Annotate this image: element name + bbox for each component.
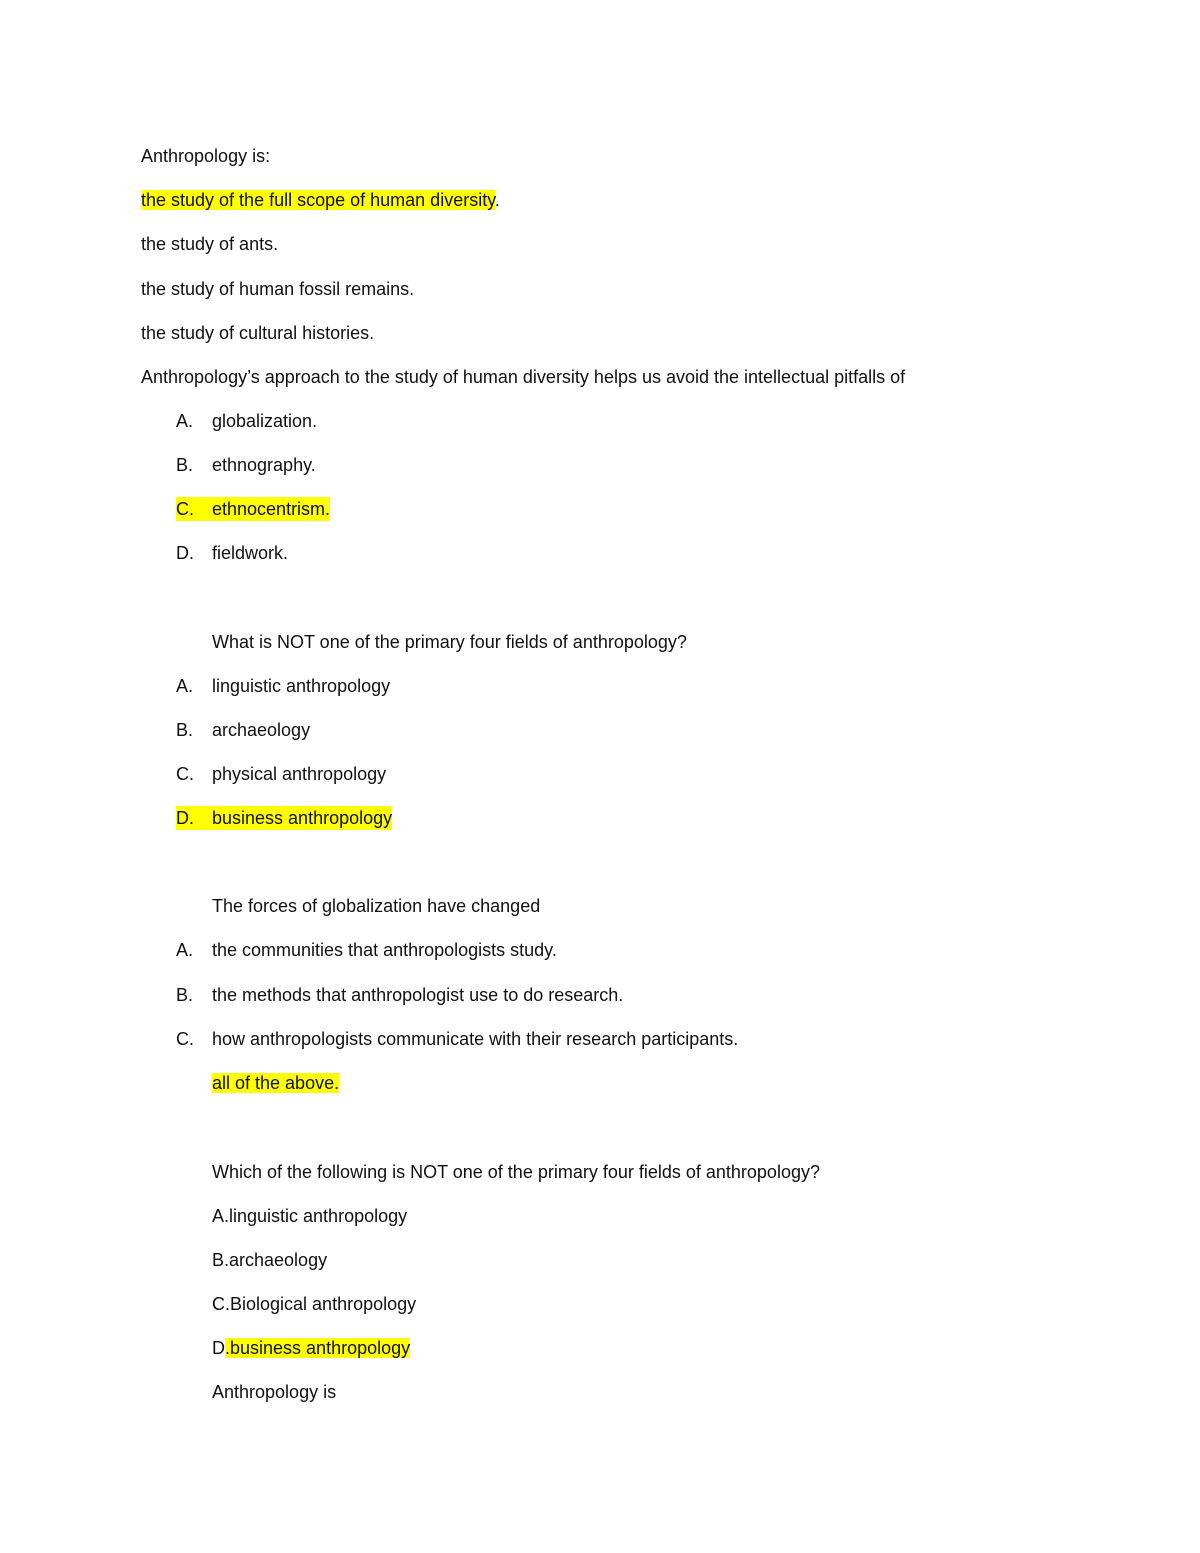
- question-1-stem: Anthropology is:: [141, 146, 271, 166]
- question-3-option-a: [176, 674, 390, 698]
- option-text: the communities that anthropologists study.: [212, 940, 557, 960]
- question-4-answer: [212, 1071, 339, 1095]
- answer-prefix: D: [212, 1338, 225, 1358]
- option-letter: B.: [176, 985, 194, 1005]
- answer-highlight: .business anthropology: [225, 1338, 411, 1358]
- question-2-option-c-answer: [176, 497, 330, 521]
- option-text: archaeology: [212, 720, 311, 740]
- option-text: the methods that anthropologist use to do research.: [212, 985, 624, 1005]
- question-5-option: A.linguistic anthropology: [212, 1206, 408, 1226]
- question-1-option: the study of cultural histories.: [141, 323, 375, 343]
- answer-tail: .: [494, 190, 500, 210]
- option-text: ethnography.: [212, 455, 316, 475]
- option-text: physical anthropology: [212, 764, 387, 784]
- question-1-option: the study of ants.: [141, 234, 279, 254]
- option-text: how anthropologists communicate with their research participants.: [212, 1029, 739, 1049]
- question-6-stem: Anthropology is: [212, 1382, 337, 1402]
- question-5-answer: [212, 1336, 410, 1360]
- option-text: globalization.: [212, 411, 318, 431]
- question-1-answer: [141, 188, 500, 212]
- option-letter: C.: [176, 764, 194, 784]
- answer-highlight: all of the above.: [212, 1073, 340, 1093]
- question-4-option-c: [176, 1027, 738, 1051]
- option-text: linguistic anthropology: [212, 676, 391, 696]
- option-letter: D.: [176, 808, 194, 828]
- question-5-option: C.Biological anthropology: [212, 1294, 417, 1314]
- question-2-option-d: [176, 541, 288, 565]
- option-letter: A.: [176, 411, 194, 431]
- option-letter: B.: [176, 455, 194, 475]
- option-letter: D.: [176, 543, 194, 563]
- question-4-option-b: [176, 983, 623, 1007]
- question-5-stem: Which of the following is NOT one of the primary four fields of anthropology?: [212, 1162, 820, 1182]
- option-letter: B.: [176, 720, 194, 740]
- option-text: fieldwork.: [212, 543, 289, 563]
- answer-highlight: the study of the full scope of human diversity: [141, 190, 495, 210]
- option-letter: A.: [176, 676, 194, 696]
- option-text: ethnocentrism.: [212, 499, 331, 519]
- option-text: business anthropology: [212, 808, 393, 828]
- option-letter: A.: [176, 940, 194, 960]
- question-3-option-d-answer: [176, 806, 392, 830]
- question-3-stem: What is NOT one of the primary four fields of anthropology?: [212, 632, 687, 652]
- question-4-stem: The forces of globalization have changed: [212, 896, 541, 916]
- question-2-option-b: [176, 453, 316, 477]
- question-1-option: the study of human fossil remains.: [141, 279, 415, 299]
- question-2-option-a: [176, 409, 317, 433]
- question-2-stem: Anthropology’s approach to the study of human diversity helps us avoid the intellectual pitfalls of: [141, 367, 906, 387]
- question-4-option-a: [176, 938, 557, 962]
- option-letter: C.: [176, 499, 194, 519]
- question-5-option: B.archaeology: [212, 1250, 328, 1270]
- question-3-option-b: [176, 718, 310, 742]
- question-3-option-c: [176, 762, 386, 786]
- option-letter: C.: [176, 1029, 194, 1049]
